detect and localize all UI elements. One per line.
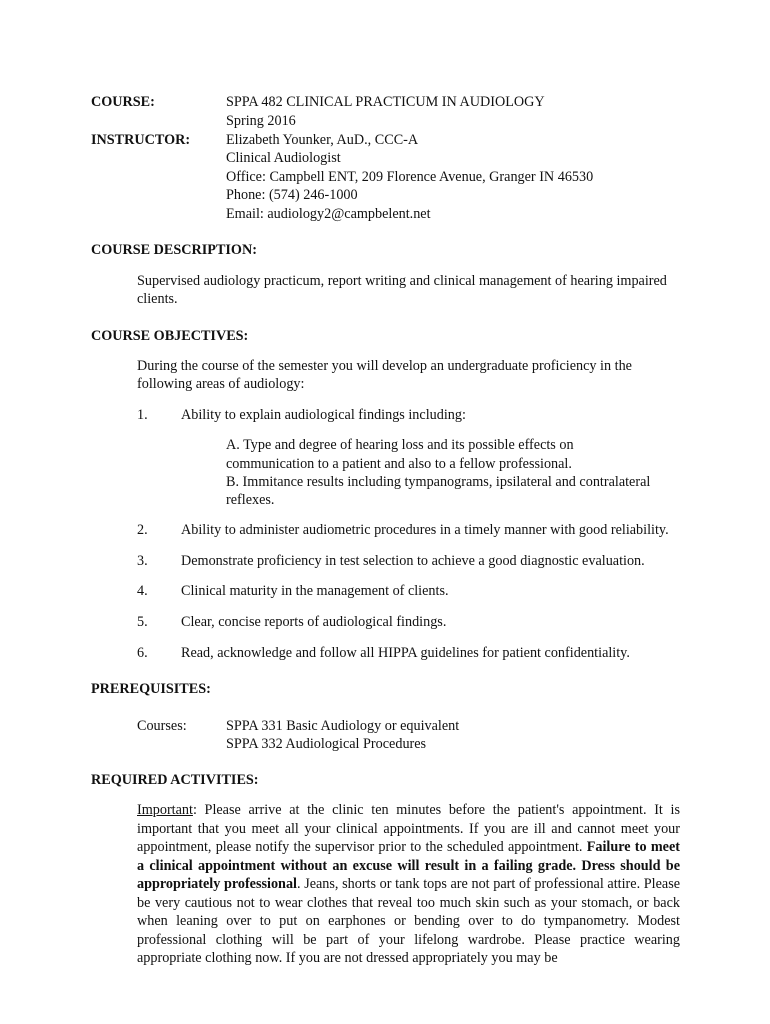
description-heading: COURSE DESCRIPTION: (91, 242, 257, 258)
prerequisite-course: SPPA 331 Basic Audiology or equivalent (226, 718, 460, 734)
objective-sub-a-line-1: A. Type and degree of hearing loss and its possible effects on (226, 437, 574, 453)
objectives-intro-line-1: During the course of the semester you will develop an undergraduate proficiency in the (137, 358, 632, 374)
objective-number: 3. (137, 553, 148, 569)
instructor-office: Office: Campbell ENT, 209 Florence Avenue, Granger IN 46530 (226, 169, 594, 185)
objective-number: 4. (137, 583, 148, 599)
objectives-intro-line-2: following areas of audiology: (137, 376, 305, 392)
objective-text: Demonstrate proficiency in test selection to achieve a good diagnostic evaluation. (181, 553, 645, 569)
objective-text: Ability to explain audiological findings including: (181, 407, 466, 423)
activities-text-part-1: : Please arrive at the clinic ten minutes before the patient's appointment. It is important that you meet all your clinical appointments. If you are ill and cannot meet your appointment, please notify the supervisor prior to the scheduled appointment. (137, 802, 680, 855)
prerequisites-heading: PREREQUISITES: (91, 681, 211, 697)
activities-warning: Failure to meet a clinical appointment without an excuse will result in a failing grade. Dress should be appropriately professional (137, 839, 680, 892)
course-label: COURSE: (91, 94, 155, 110)
instructor-label: INSTRUCTOR: (91, 132, 191, 148)
description-line-2: clients. (137, 291, 178, 307)
objective-sub-b-line-2: reflexes. (226, 492, 275, 508)
objectives-heading: COURSE OBJECTIVES: (91, 328, 249, 344)
prerequisite-course: SPPA 332 Audiological Procedures (226, 736, 427, 752)
objective-number: 6. (137, 645, 148, 661)
description-line-1: Supervised audiology practicum, report writing and clinical management of hearing impaired (137, 273, 667, 289)
instructor-phone: Phone: (574) 246-1000 (226, 187, 358, 203)
instructor-email: Email: audiology2@campbelent.net (226, 206, 431, 222)
instructor-name: Elizabeth Younker, AuD., CCC-A (226, 132, 419, 148)
activities-paragraph (137, 801, 680, 968)
course-term: Spring 2016 (226, 113, 296, 129)
objective-number: 5. (137, 614, 148, 630)
objective-text: Ability to administer audiometric procedures in a timely manner with good reliability. (181, 522, 669, 538)
objective-number: 2. (137, 522, 148, 538)
instructor-title: Clinical Audiologist (226, 150, 341, 166)
objective-text: Clinical maturity in the management of clients. (181, 583, 449, 599)
objective-text: Clear, concise reports of audiological findings. (181, 614, 447, 630)
course-title: SPPA 482 CLINICAL PRACTICUM IN AUDIOLOGY (226, 94, 545, 110)
objective-number: 1. (137, 407, 148, 423)
prerequisites-label: Courses: (137, 718, 187, 734)
activities-text-part-2: . Jeans, shorts or tank tops are not part of professional attire. Please be very cautious not to wear clothes that reveal too much skin such as your stomach, or back when leaning over to put on earphones or bending over to do tympanometry. Modest professional clothing will be part of your lifelong wardrobe. Please practice wearing appropriate clothing now. If you are not dressed appropriately you may be (137, 876, 681, 966)
important-label: Important (137, 802, 193, 818)
objective-text: Read, acknowledge and follow all HIPPA guidelines for patient confidentiality. (181, 645, 630, 661)
activities-heading: REQUIRED ACTIVITIES: (91, 772, 259, 788)
objective-sub-b-line-1: B. Immitance results including tympanograms, ipsilateral and contralateral (226, 474, 651, 490)
objective-sub-a-line-2: communication to a patient and also to a fellow professional. (226, 456, 572, 472)
